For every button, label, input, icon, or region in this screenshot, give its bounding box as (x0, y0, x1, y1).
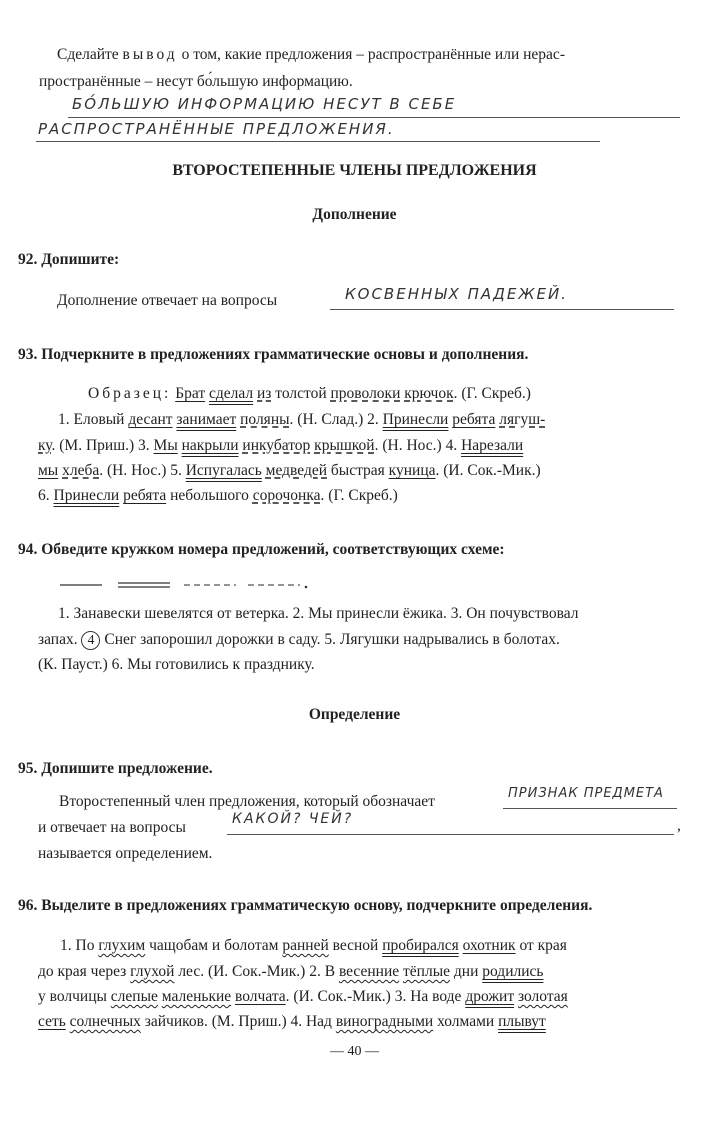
answer-line (503, 808, 677, 809)
exercise-95-answer1: ПРИЗНАК ПРЕДМЕТА (508, 786, 664, 801)
page-number: — 40 — (330, 1044, 379, 1059)
exercise-93-line4: 6. Принесли ребята небольшого сорочонка. (Г. Скреб.) (38, 487, 398, 504)
exercise-93-sample: Образец: Брат сделал из толстой проволоки крючок. (Г. Скреб.) (88, 385, 531, 402)
exercise-96-line3: у волчицы слепые маленькие волчата. (И. Сок.-Мик.) 3. На воде дрожит золотая (38, 988, 568, 1005)
subsection-title-attribute: Определение (308, 706, 401, 723)
exercise-95-text3: называется определением. (38, 845, 213, 862)
answer-line (36, 141, 600, 142)
exercise-94-line2: запах. 4 Снег запорошил дорожки в саду. 5. Лягушки надрывались в болотах. (38, 631, 560, 648)
exercise-94-line3: (К. Пауст.) 6. Мы готовились к празднику. (38, 656, 315, 673)
exercise-96-line4: сеть солнечных зайчиков. (М. Приш.) 4. Над виноградными холмами плывут (38, 1013, 546, 1030)
exercise-96-line1: 1. По глухим чащобам и болотам ранней весной пробирался охотник от края (60, 937, 567, 954)
conclusion-prompt-line1: Сделайте вывод о том, какие предложения – распространённые или нерас- (57, 46, 565, 63)
answer-line (227, 834, 674, 835)
exercise-92-text: Дополнение отвечает на вопросы (57, 292, 278, 309)
circled-number: 4 (81, 631, 100, 650)
conclusion-prompt-line2: пространённые – несут бо́льшую информацию. (39, 73, 353, 90)
exercise-95-text1: Второстепенный член предложения, который обозначает (59, 793, 435, 810)
sentence-scheme (58, 575, 318, 591)
handwritten-answer-line1: БО́ЛЬШУЮ ИНФОРМАЦИЮ НЕСУТ В СЕБЕ (72, 95, 457, 113)
exercise-95-heading: 95. Допишите предложение. (18, 760, 213, 777)
scheme-period (305, 586, 308, 589)
exercise-93-line1: 1. Еловый десант занимает поляны. (Н. Слад.) 2. Принесли ребята лягуш- (58, 411, 546, 428)
exercise-93-line2: ку. (М. Приш.) 3. Мы накрыли инкубатор крышкой. (Н. Нос.) 4. Нарезали (38, 437, 524, 454)
handwritten-answer-line2: РАСПРОСТРАНЁННЫЕ ПРЕДЛОЖЕНИЯ. (38, 120, 395, 138)
exercise-96-heading: 96. Выделите в предложениях грамматическую основу, подчеркните определения. (18, 897, 593, 914)
exercise-94-line1: 1. Занавески шевелятся от ветерка. 2. Мы принесли ёжика. 3. Он почувствовал (58, 605, 579, 622)
exercise-92-answer: КОСВЕННЫХ ПАДЕЖЕЙ. (345, 285, 568, 303)
exercise-95-text2: и отвечает на вопросы (38, 819, 186, 836)
exercise-92-heading: 92. Допишите: (18, 251, 120, 268)
exercise-96-line2: до края через глухой лес. (И. Сок.-Мик.) 2. В весенние тёплые дни родились (38, 963, 544, 980)
exercise-93-line3: мы хлеба. (Н. Нос.) 5. Испугалась медведей быстрая куница. (И. Сок.-Мик.) (38, 462, 541, 479)
subsection-title-object: Дополнение (312, 206, 397, 223)
exercise-95-answer2: КАКОЙ? ЧЕЙ? (232, 811, 354, 827)
section-title: ВТОРОСТЕПЕННЫЕ ЧЛЕНЫ ПРЕДЛОЖЕНИЯ (172, 162, 537, 179)
answer-line (330, 309, 674, 310)
exercise-94-heading: 94. Обведите кружком номера предложений, соответствующих схеме: (18, 541, 505, 558)
answer-line (68, 117, 680, 118)
exercise-93-heading: 93. Подчеркните в предложениях грамматические основы и дополнения. (18, 346, 529, 363)
comma: , (677, 817, 681, 834)
